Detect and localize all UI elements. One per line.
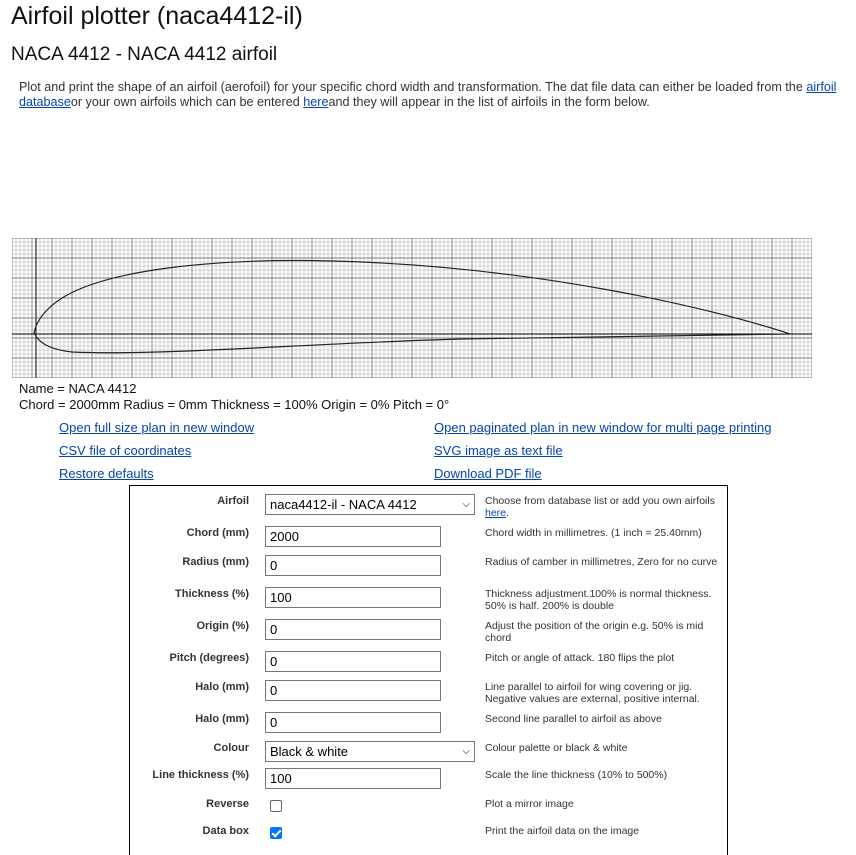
page-title: Airfoil plotter (naca4412-il) (11, 2, 303, 30)
csv-coordinates-link[interactable]: CSV file of coordinates (59, 443, 192, 458)
pitch-input[interactable]: 0 (265, 651, 441, 672)
airfoil-name-info: Name = NACA 4412 (19, 381, 137, 396)
chord-label: Chord (mm) (186, 527, 249, 539)
airfoil-desc (485, 495, 725, 519)
airfoil-settings-form (129, 485, 728, 855)
intro-paragraph (19, 80, 839, 110)
chord-desc: Chord width in millimetres. (1 inch = 25.40mm) (485, 527, 702, 539)
add-airfoil-here-link[interactable]: here (485, 507, 507, 519)
thickness-desc: Thickness adjustment.100% is normal thickness. 50% is half. 200% is double (485, 588, 712, 612)
origin-label: Origin (%) (196, 620, 249, 632)
chevron-down-icon: ⌵ (462, 499, 470, 510)
colour-select-value: Black & white (270, 744, 349, 759)
airfoil-desc-end: . (506, 507, 509, 519)
radius-desc: Radius of camber in millimetres, Zero for no curve (485, 556, 718, 568)
airfoil-database-link[interactable]: airfoil database (19, 80, 837, 109)
halo-2-desc: Second line parallel to airfoil as above (485, 713, 662, 725)
open-paginated-plan-link[interactable]: Open paginated plan in new window for multi page printing (434, 420, 772, 435)
airfoil-plot (12, 238, 812, 378)
origin-desc: Adjust the position of the origin e.g. 50% is mid chord (485, 620, 704, 644)
data-box-label: Data box (202, 825, 249, 837)
airfoil-select-value: naca4412-il - NACA 4412 (270, 497, 417, 512)
halo-2-input[interactable]: 0 (265, 712, 441, 733)
halo-1-label: Halo (mm) (195, 681, 249, 693)
halo-1-input[interactable]: 0 (265, 680, 441, 701)
page-subtitle: NACA 4412 - NACA 4412 airfoil (11, 44, 278, 65)
pitch-label: Pitch (degrees) (169, 652, 249, 664)
enter-airfoil-here-link[interactable]: here (303, 95, 329, 109)
chord-input[interactable]: 2000 (265, 526, 441, 547)
reverse-desc: Plot a mirror image (485, 798, 574, 810)
thickness-input[interactable]: 100 (265, 587, 441, 608)
intro-text-2: or your own airfoils which can be entered (70, 95, 304, 109)
reverse-label: Reverse (206, 798, 249, 810)
radius-label: Radius (mm) (182, 556, 249, 568)
halo-2-label: Halo (mm) (195, 713, 249, 725)
intro-text-1: Plot and print the shape of an airfoil (aerofoil) for your specific chord width and transformation. The dat file data can either be loaded from the (19, 80, 807, 94)
svg-text-file-link[interactable]: SVG image as text file (434, 443, 563, 458)
pitch-desc: Pitch or angle of attack. 180 flips the plot (485, 652, 675, 664)
radius-input[interactable]: 0 (265, 555, 441, 576)
line-thickness-input[interactable]: 100 (265, 768, 441, 789)
colour-label: Colour (213, 742, 249, 754)
airfoil-select[interactable] (265, 494, 475, 515)
plot-grid (12, 238, 812, 378)
colour-desc: Colour palette or black & white (485, 742, 628, 754)
chevron-down-icon: ⌵ (462, 746, 470, 757)
halo-1-desc: Line parallel to airfoil for wing covering or jig. Negative values are external, positive internal. (485, 681, 700, 705)
colour-select[interactable] (265, 741, 475, 762)
data-box-checkbox[interactable] (270, 827, 282, 839)
airfoil-desc-text: Choose from database list or add you own airfoils (485, 495, 715, 507)
open-full-size-plan-link[interactable]: Open full size plan in new window (59, 420, 255, 435)
restore-defaults-link[interactable]: Restore defaults (59, 466, 154, 481)
intro-text-3: and they will appear in the list of airfoils in the form below. (328, 95, 650, 109)
reverse-checkbox[interactable] (270, 800, 282, 812)
line-thickness-desc: Scale the line thickness (10% to 500%) (485, 769, 668, 781)
data-box-desc: Print the airfoil data on the image (485, 825, 640, 837)
download-pdf-link[interactable]: Download PDF file (434, 466, 542, 481)
airfoil-params-info: Chord = 2000mm Radius = 0mm Thickness = 100% Origin = 0% Pitch = 0° (19, 397, 450, 412)
airfoil-label: Airfoil (217, 495, 249, 507)
origin-input[interactable]: 0 (265, 619, 441, 640)
line-thickness-label: Line thickness (%) (152, 769, 249, 781)
thickness-label: Thickness (%) (175, 588, 249, 600)
